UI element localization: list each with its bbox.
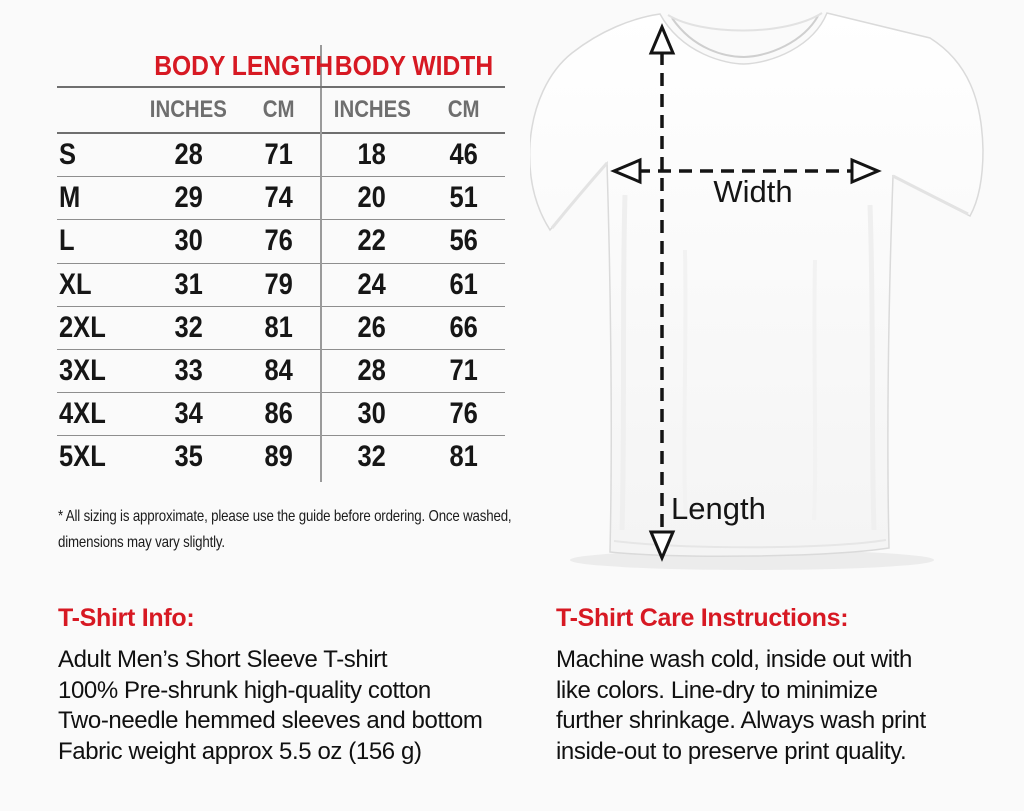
footnote-line: * All sizing is approximate, please use the guide before ordering. Once washed, bbox=[58, 508, 512, 525]
cell-width-cm: 61 bbox=[449, 267, 478, 301]
care-heading: T-Shirt Care Instructions: bbox=[556, 604, 849, 632]
care-line: Machine wash cold, inside out with bbox=[556, 646, 912, 673]
care-line: like colors. Line-dry to minimize bbox=[556, 676, 878, 704]
cell-length-inches: 35 bbox=[174, 440, 203, 474]
tshirt-graphic bbox=[530, 13, 983, 556]
tshirt-info-heading: T-Shirt Info: bbox=[58, 604, 195, 632]
cell-width-cm: 71 bbox=[449, 354, 478, 388]
wrinkle bbox=[814, 260, 815, 520]
width-label: Width bbox=[713, 174, 793, 209]
care-instructions-section bbox=[556, 604, 926, 767]
cell-width-inches: 18 bbox=[357, 138, 387, 172]
cell-length-inches: 30 bbox=[174, 224, 203, 258]
cell-length-cm: 71 bbox=[264, 138, 293, 172]
cell-length-cm: 86 bbox=[264, 397, 293, 431]
cell-width-inches: 28 bbox=[357, 354, 387, 388]
cell-size: 2XL bbox=[59, 310, 106, 344]
cell-size: M bbox=[59, 181, 81, 215]
table-row bbox=[57, 436, 505, 478]
cell-width-cm: 51 bbox=[449, 181, 478, 215]
tshirt-diagram-svg bbox=[530, 0, 1024, 585]
cell-length-inches: 32 bbox=[174, 310, 203, 344]
cell-width-inches: 30 bbox=[357, 397, 387, 431]
cell-width-cm: 81 bbox=[449, 440, 478, 474]
table-row bbox=[57, 264, 505, 307]
table-row bbox=[57, 177, 505, 220]
subheader-length-inches: INCHES bbox=[149, 96, 228, 123]
cell-width-cm: 56 bbox=[449, 224, 478, 258]
header-body-length: BODY LENGTH bbox=[154, 50, 334, 81]
wrinkle bbox=[684, 250, 686, 520]
cell-size: 5XL bbox=[59, 440, 106, 474]
table-row bbox=[57, 393, 505, 436]
care-line: further shrinkage. Always wash print bbox=[556, 707, 926, 734]
table-row bbox=[57, 220, 505, 263]
table-group-header-row bbox=[57, 45, 505, 88]
cell-length-inches: 29 bbox=[174, 181, 203, 215]
info-line: Fabric weight approx 5.5 oz (156 g) bbox=[58, 737, 422, 765]
cell-size: XL bbox=[59, 267, 92, 301]
tshirt-measurement-diagram bbox=[530, 0, 1024, 585]
collar-back-seam bbox=[668, 13, 822, 31]
cell-length-inches: 28 bbox=[174, 138, 203, 172]
subheader-length-cm: CM bbox=[262, 96, 295, 123]
header-body-width: BODY WIDTH bbox=[334, 50, 493, 81]
length-label: Length bbox=[671, 491, 766, 526]
cell-width-inches: 26 bbox=[357, 310, 387, 344]
cell-length-inches: 34 bbox=[174, 397, 203, 431]
info-line: Two-needle hemmed sleeves and bottom bbox=[58, 707, 483, 734]
cell-width-inches: 32 bbox=[357, 440, 387, 474]
cell-width-inches: 22 bbox=[357, 224, 387, 258]
info-line: 100% Pre-shrunk high-quality cotton bbox=[58, 676, 431, 704]
footnote-line: dimensions may vary slightly. bbox=[58, 534, 225, 551]
table-subheader-row bbox=[57, 88, 505, 134]
table-row bbox=[57, 134, 505, 177]
cell-size: 3XL bbox=[59, 354, 106, 388]
cell-width-inches: 20 bbox=[357, 181, 387, 215]
cell-width-cm: 66 bbox=[449, 310, 478, 344]
cell-size: 4XL bbox=[59, 397, 106, 431]
tshirt-info-section bbox=[58, 604, 483, 767]
cell-width-cm: 46 bbox=[449, 138, 478, 172]
cell-width-inches: 24 bbox=[357, 267, 387, 301]
cell-size: S bbox=[59, 138, 77, 172]
care-line: inside-out to preserve print quality. bbox=[556, 737, 907, 765]
table-row bbox=[57, 307, 505, 350]
subheader-width-cm: CM bbox=[447, 96, 480, 123]
cell-length-cm: 84 bbox=[264, 354, 293, 388]
cell-length-cm: 79 bbox=[264, 267, 293, 301]
cell-length-cm: 76 bbox=[264, 224, 293, 258]
info-line: Adult Men’s Short Sleeve T-shirt bbox=[58, 646, 388, 673]
wrinkle bbox=[622, 195, 625, 530]
cell-length-inches: 31 bbox=[174, 267, 203, 301]
subheader-width-inches: INCHES bbox=[333, 96, 411, 123]
cell-width-cm: 76 bbox=[449, 397, 478, 431]
table-vertical-divider bbox=[320, 45, 322, 482]
cell-length-cm: 74 bbox=[264, 181, 293, 215]
wrinkle bbox=[870, 205, 874, 530]
cell-length-cm: 89 bbox=[264, 440, 293, 474]
size-chart-table bbox=[57, 45, 505, 482]
sizing-footnote bbox=[58, 504, 511, 556]
table-row bbox=[57, 350, 505, 393]
cell-length-cm: 81 bbox=[264, 310, 293, 344]
cell-length-inches: 33 bbox=[174, 354, 203, 388]
cell-size: L bbox=[59, 224, 75, 258]
